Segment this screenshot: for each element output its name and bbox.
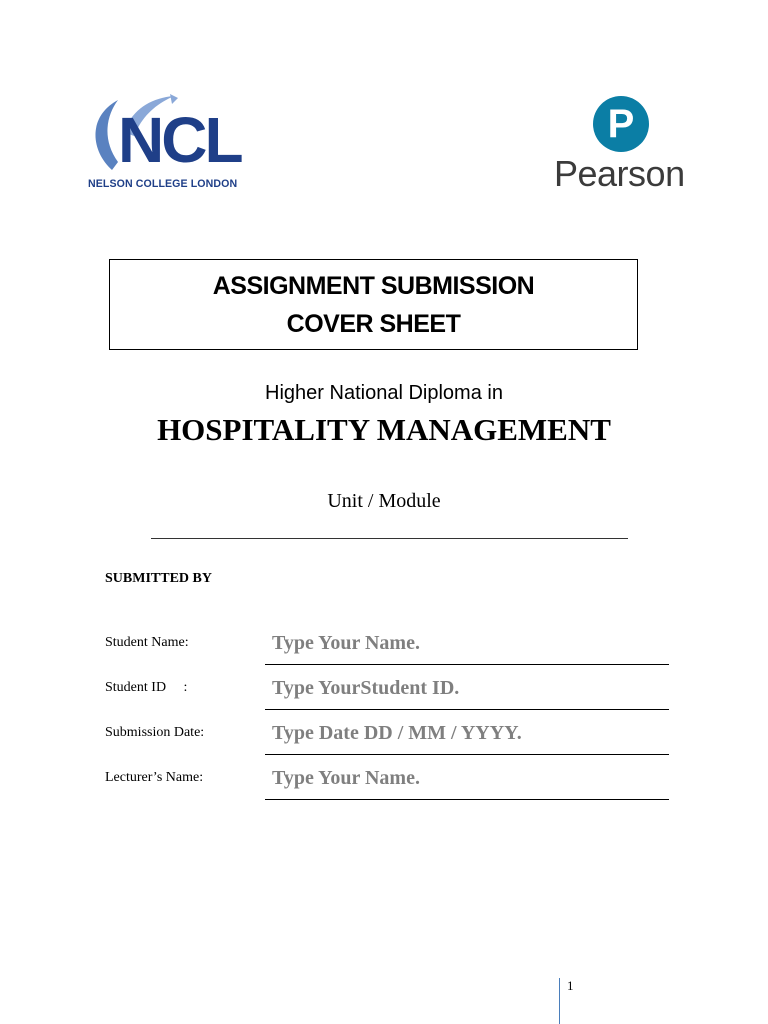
course-title: HOSPITALITY MANAGEMENT (157, 412, 611, 447)
ncl-subtitle: NELSON COLLEGE LONDON (88, 178, 238, 190)
pearson-circle-icon (593, 96, 649, 152)
title-line-1: ASSIGNMENT SUBMISSION (212, 271, 535, 300)
submitted-by-heading: SUBMITTED BY (105, 571, 212, 586)
submission-date-field[interactable]: Type Date DD / MM / YYYY. (272, 722, 522, 744)
pearson-logo (552, 96, 692, 196)
ncl-mark: NCL (118, 104, 241, 176)
student-id-underline (265, 709, 669, 710)
pearson-mark: P (607, 102, 635, 146)
lecturer-name-underline (265, 799, 669, 800)
diploma-heading: Higher National Diploma in (265, 382, 503, 404)
ncl-logo (84, 92, 254, 196)
submission-date-label: Submission Date: (105, 725, 205, 740)
unit-module-label: Unit / Module (327, 490, 441, 512)
student-name-underline (265, 664, 669, 665)
pearson-wordmark: Pearson (554, 153, 685, 194)
divider-line (151, 538, 628, 539)
title-line-2: COVER SHEET (286, 309, 461, 338)
student-id-label: Student ID : (105, 680, 188, 695)
page-number: 1 (567, 978, 574, 993)
student-name-field[interactable]: Type Your Name. (272, 632, 420, 654)
lecturer-name-field[interactable]: Type Your Name. (272, 767, 420, 789)
student-id-field[interactable]: Type YourStudent ID. (272, 677, 460, 699)
page-number-bar (559, 978, 560, 1024)
student-name-label: Student Name: (105, 635, 189, 650)
lecturer-name-label: Lecturer’s Name: (105, 770, 204, 785)
submission-date-underline (265, 754, 669, 755)
title-box (109, 259, 638, 350)
